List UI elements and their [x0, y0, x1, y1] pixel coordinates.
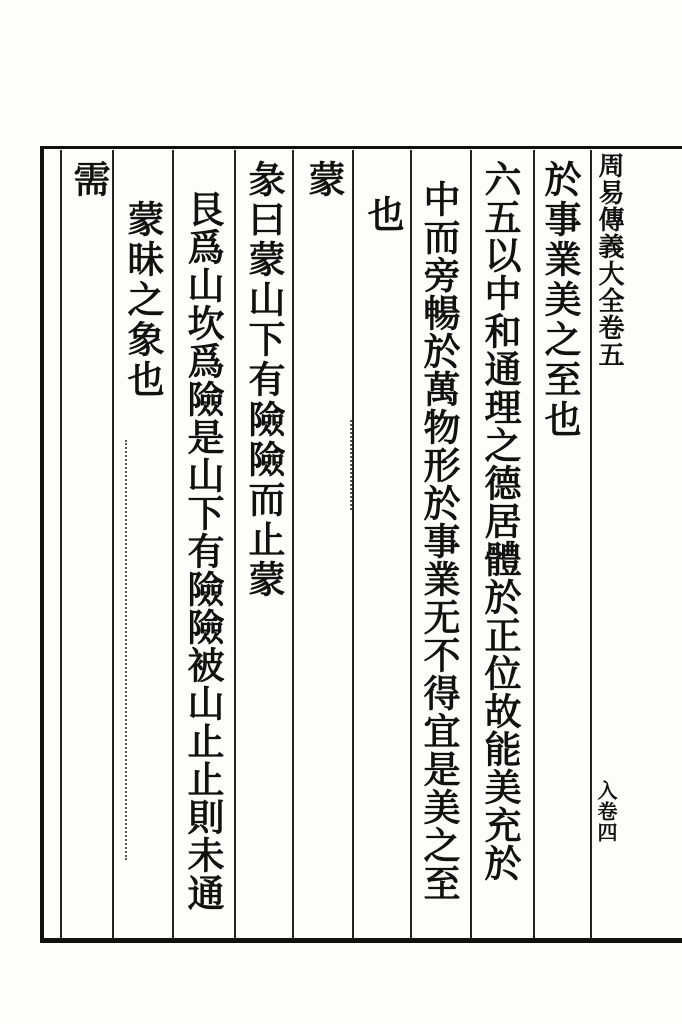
frame-bottom-border — [40, 938, 682, 943]
column-rule — [352, 150, 354, 938]
text-column: 蒙昧之象也 — [121, 200, 165, 400]
text-column: 中而旁暢於萬物形於事業无不得宜是美之至 — [417, 180, 461, 902]
column-rule — [590, 150, 592, 938]
text-column: 也 — [361, 195, 405, 235]
column-rule — [292, 150, 294, 938]
column-rule — [410, 150, 412, 938]
text-column: 於事業美之至也 — [538, 160, 582, 440]
column-rule — [60, 150, 62, 938]
margin-note: 入卷四 — [594, 780, 618, 843]
column-rule — [112, 150, 114, 938]
column-rule — [234, 150, 236, 938]
column-rule — [533, 150, 535, 938]
frame-top-border — [40, 146, 682, 149]
column-dots — [350, 420, 354, 510]
text-column: 艮爲山坎爲險是山下有險險被山止止則未通 — [181, 190, 225, 912]
hexagram-title: 蒙 — [302, 160, 346, 200]
column-rule — [172, 150, 174, 938]
column-dots — [125, 440, 129, 860]
text-column: 六五以中和通理之德居體於正位故能美充於 — [478, 160, 522, 882]
header-column: 周易傳義大全卷五 — [594, 152, 624, 368]
column-rule — [470, 150, 472, 938]
text-column: 彖曰蒙山下有險險而止蒙 — [242, 160, 286, 600]
frame-left-border — [40, 146, 44, 943]
hexagram-title: 需 — [67, 160, 111, 200]
